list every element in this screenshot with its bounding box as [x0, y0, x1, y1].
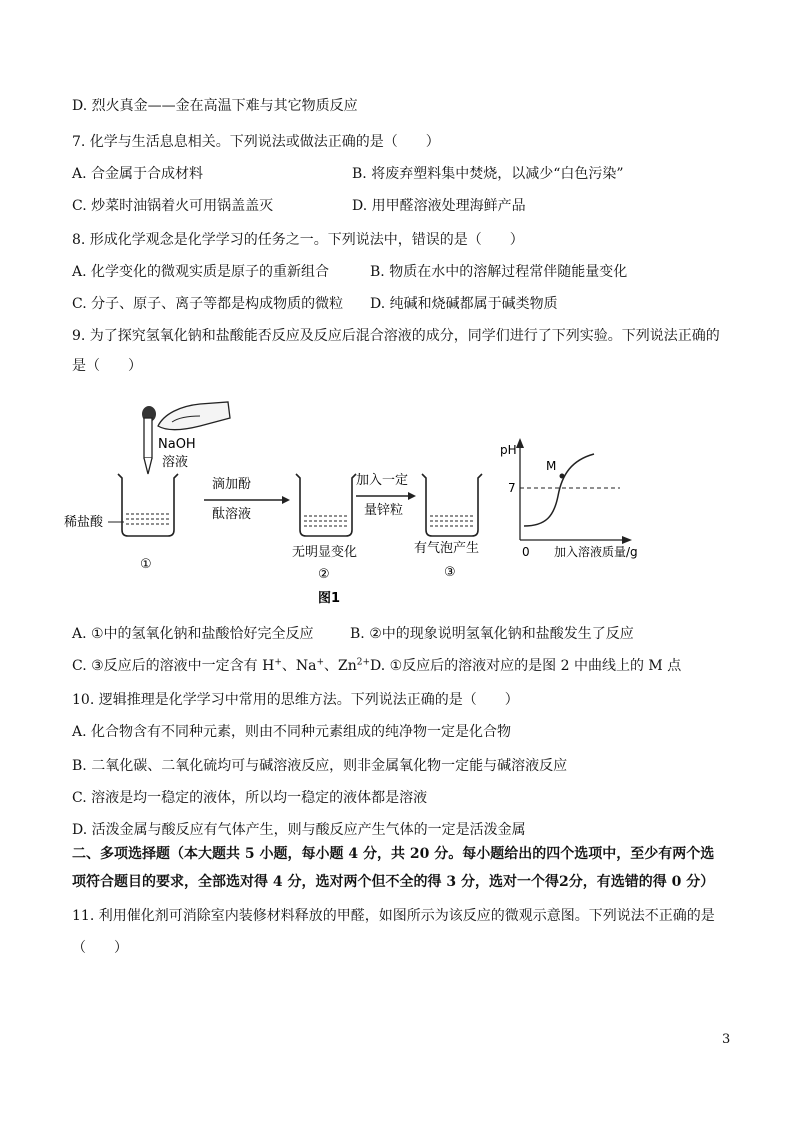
beaker-3-number: ③ — [444, 565, 456, 580]
q8-option-d: D. 纯碱和烧碱都属于碱类物质 — [370, 296, 558, 312]
beaker-1-number: ① — [140, 557, 152, 572]
q9-option-a: A. ①中的氢氧化钠和盐酸恰好完全反应 — [72, 626, 314, 642]
graph-point-m — [560, 474, 565, 479]
q10-option-d: D. 活泼金属与酸反应有气体产生，则与酸反应产生气体的一定是活泼金属 — [72, 822, 526, 838]
graph-x-label: 加入溶液质量/g — [554, 545, 638, 559]
q11-stem-line1: 11. 利用催化剂可消除室内装修材料释放的甲醛，如图所示为该反应的微观示意图。下列说法不正确的是 — [72, 908, 715, 924]
beaker-3 — [422, 474, 482, 536]
q9-option-b: B. ②中的现象说明氢氧化钠和盐酸发生了反应 — [350, 626, 634, 642]
q7-option-a: A. 合金属于合成材料 — [72, 166, 204, 182]
q7-option-b: B. 将废弃塑料集中焚烧，以减少“白色污染” — [352, 166, 624, 182]
figure-1 — [60, 392, 660, 614]
dropper-label-solution: 溶液 — [162, 455, 189, 470]
q8-option-c: C. 分子、原子、离子等都是构成物质的微粒 — [72, 296, 344, 312]
q10-option-a: A. 化合物含有不同种元素，则由不同种元素组成的纯净物一定是化合物 — [72, 724, 512, 740]
arrow-2-label-top: 加入一定 — [356, 473, 409, 488]
q9-option-c: C. ③反应后的溶液中一定含有 H+、Na+、$Zn^{2+}$ — [72, 657, 371, 674]
q7-option-c: C. 炒菜时油锅着火可用锅盖盖灭 — [72, 198, 274, 214]
arrow-1-label-bottom: 酞溶液 — [212, 507, 252, 522]
beaker-1-label: 稀盐酸 — [64, 515, 104, 530]
q9-stem-line1: 9. 为了探究氢氧化钠和盐酸能否反应及反应后混合溶液的成分，同学们进行了下列实验。下列说法正确的 — [72, 328, 720, 344]
q8-stem: 8. 形成化学观念是化学学习的任务之一。下列说法中，错误的是（ ） — [72, 232, 524, 248]
page-number: 3 — [722, 1032, 731, 1047]
beaker-2 — [296, 474, 356, 536]
q9-stem-line2: 是（ ） — [72, 358, 142, 374]
arrow-1-label-top: 滴加酚 — [212, 477, 252, 492]
q11-stem-line2: （ ） — [72, 940, 128, 956]
q7-option-d: D. 用甲醛溶液处理海鲜产品 — [352, 198, 526, 214]
dropper-label-naoh: NaOH — [158, 437, 196, 452]
q8-option-b: B. 物质在水中的溶解过程常伴随能量变化 — [370, 264, 628, 280]
section-2-heading-line1: 二、多项选择题（本大题共 5 小题，每小题 4 分，共 20 分。每小题给出的四个选项中，至少有两个选 — [72, 846, 715, 862]
q6-option-d: D. 烈火真金——金在高温下难与其它物质反应 — [72, 98, 358, 114]
q9-option-d: D. ①反应后的溶液对应的是图 2 中曲线上的 M 点 — [370, 658, 682, 674]
beaker-2-label: 无明显变化 — [292, 545, 358, 560]
beaker-1 — [118, 474, 178, 536]
graph-y-label: pH — [500, 443, 517, 457]
figure-caption: 图1 — [318, 591, 341, 606]
q8-option-a: A. 化学变化的微观实质是原子的重新组合 — [72, 264, 330, 280]
graph-point-label: M — [546, 459, 557, 473]
dropper-icon — [144, 418, 152, 474]
q10-stem: 10. 逻辑推理是化学学习中常用的思维方法。下列说法正确的是（ ） — [72, 692, 519, 708]
hand-icon — [142, 402, 230, 430]
beaker-2-number: ② — [318, 567, 330, 582]
q7-stem: 7. 化学与生活息息相关。下列说法或做法正确的是（ ） — [72, 134, 440, 150]
ph-graph — [516, 438, 632, 544]
graph-origin-label: 0 — [522, 545, 530, 559]
arrow-2-label-bottom: 量锌粒 — [364, 503, 404, 518]
graph-ref-label: 7 — [508, 481, 516, 495]
q10-option-c: C. 溶液是均一稳定的液体，所以均一稳定的液体都是溶液 — [72, 790, 428, 806]
section-2-heading-line2: 项符合题目的要求，全部选对得 4 分，选对两个但不全的得 3 分，选对一个得2分，有选错的得 0 分） — [72, 874, 715, 890]
q10-option-b: B. 二氧化碳、二氧化硫均可与碱溶液反应，则非金属氧化物一定能与碱溶液反应 — [72, 758, 568, 774]
beaker-3-label: 有气泡产生 — [414, 541, 480, 556]
